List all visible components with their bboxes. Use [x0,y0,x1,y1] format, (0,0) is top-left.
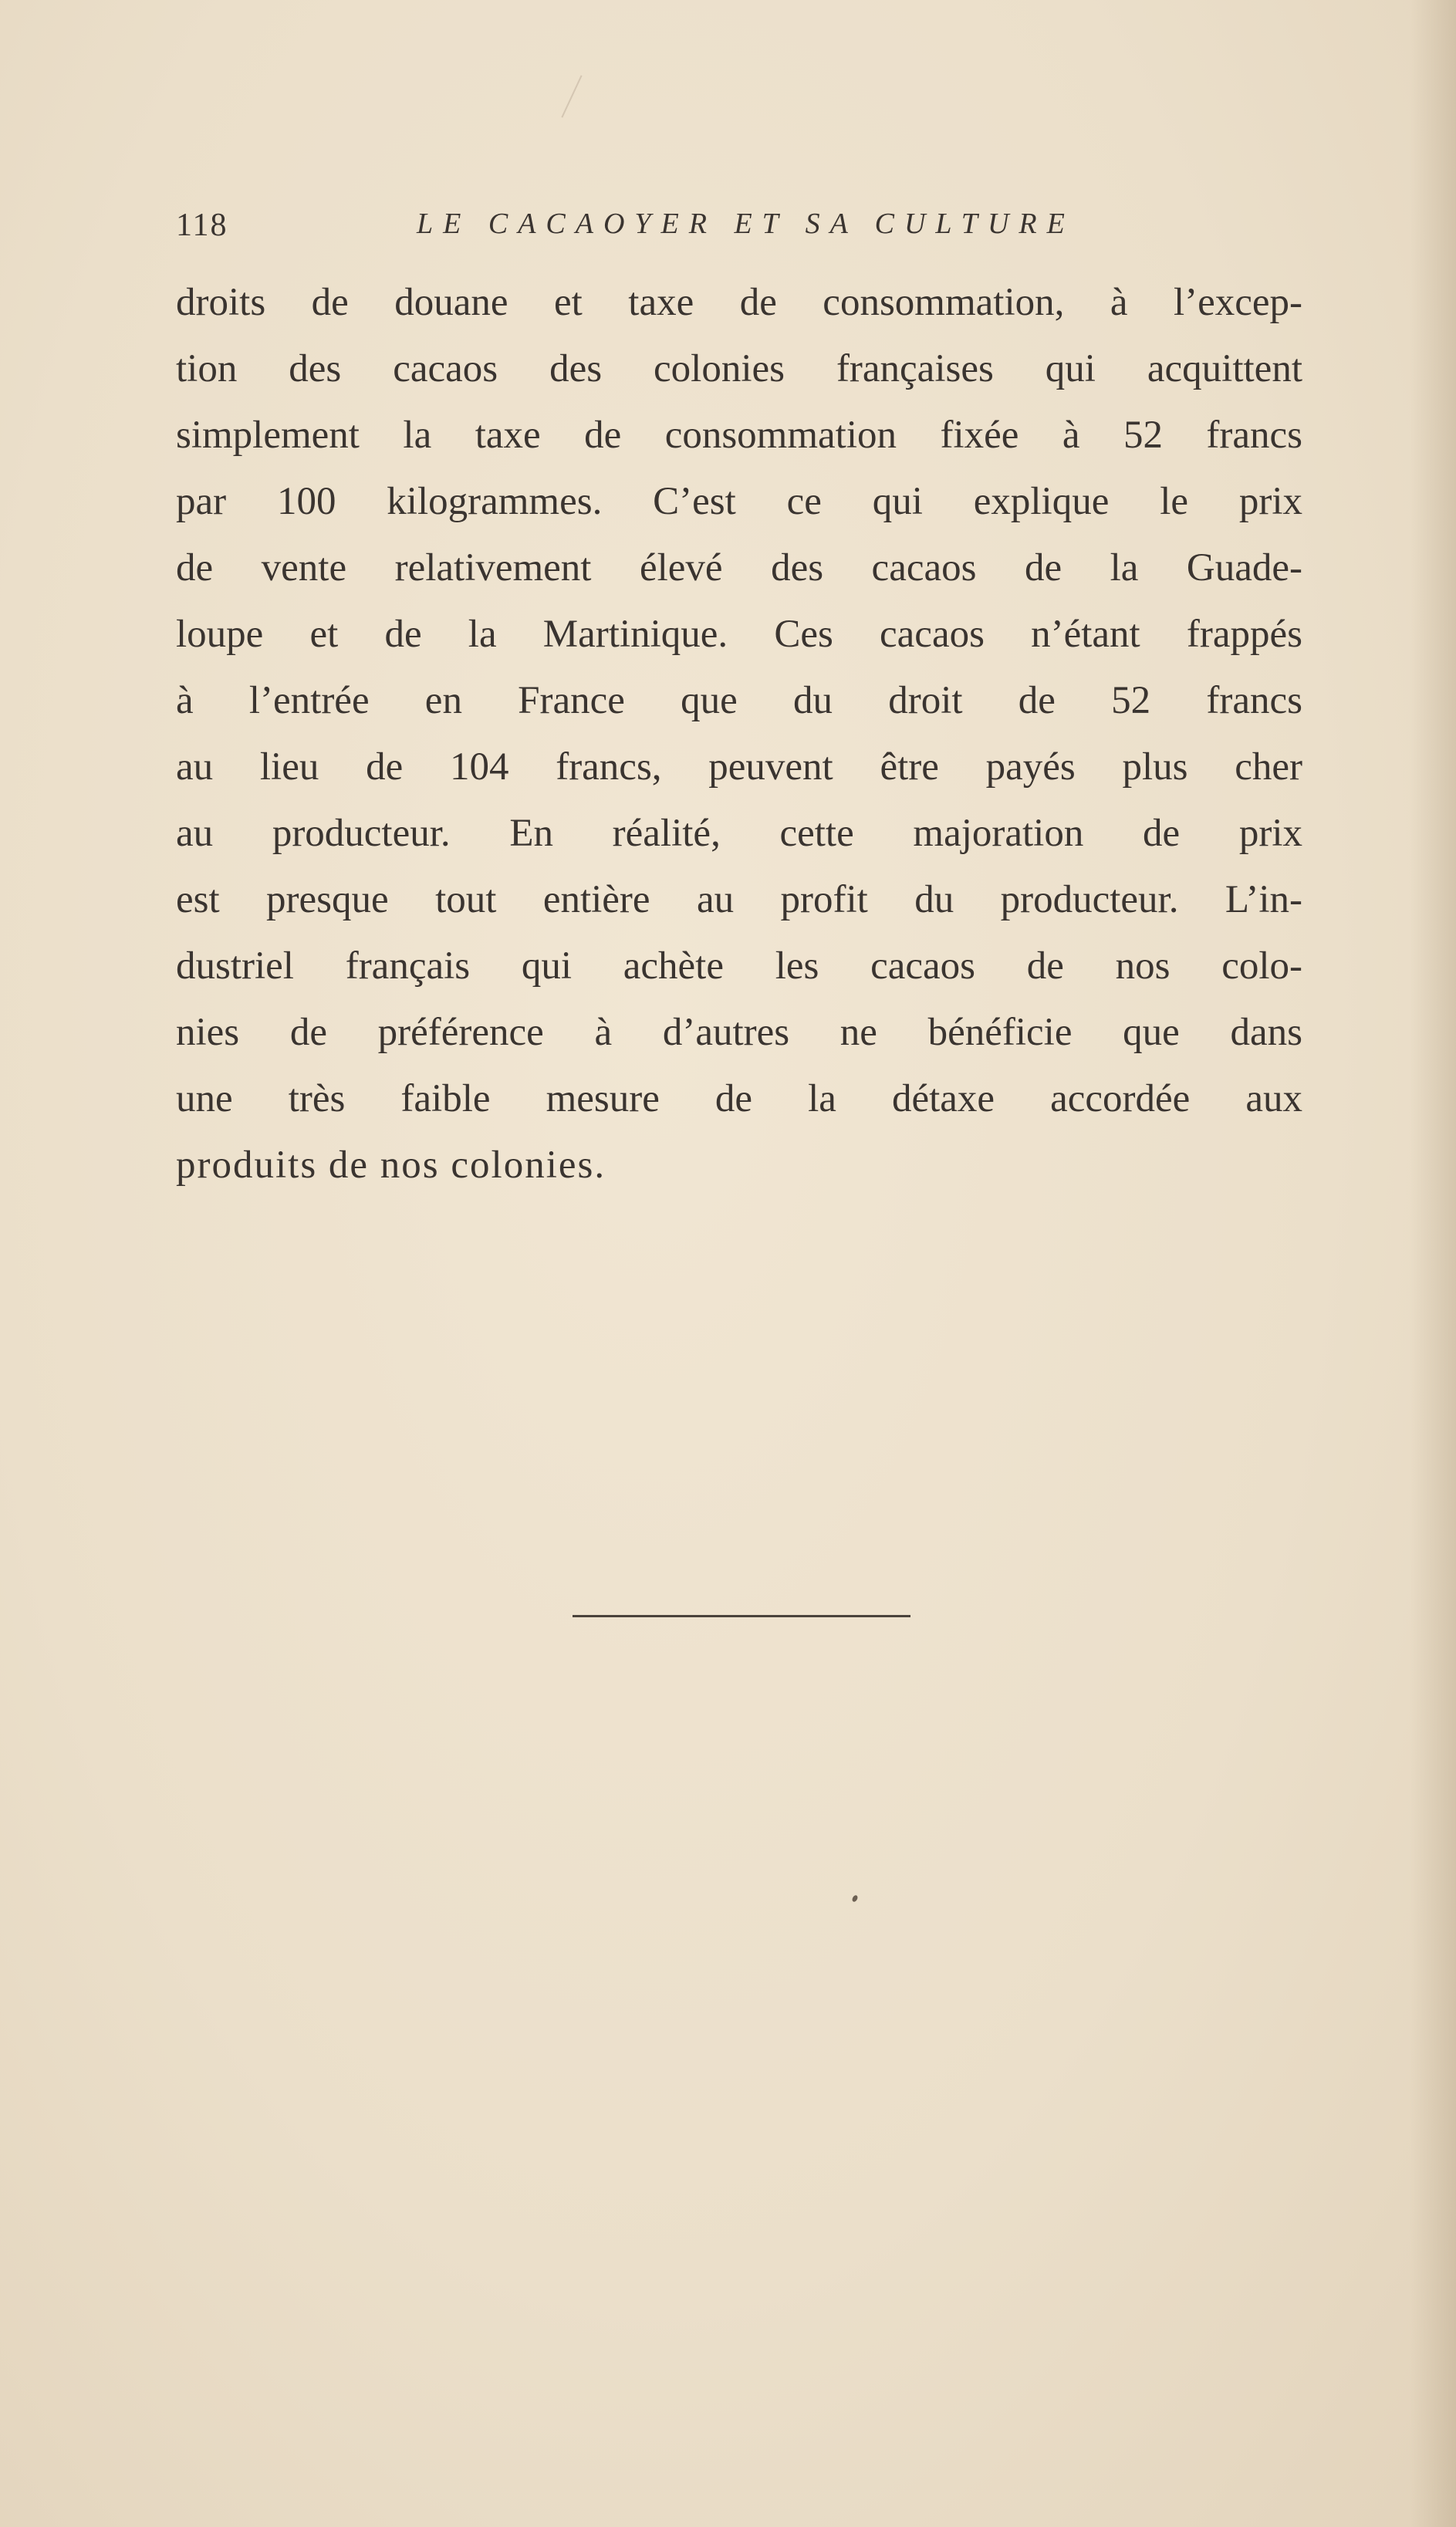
body-paragraph [176,269,1302,1198]
text-line: simplement la taxe de consommation fixée à 52 francs [176,414,1302,457]
paper-mark [561,75,582,117]
text-line: à l’entrée en France que du droit de 52 francs [176,679,1302,722]
text-line: droits de douane et taxe de consommation, à l’excep- [176,281,1302,324]
page-number: 118 [176,208,228,243]
text-line: loupe et de la Martinique. Ces cacaos n’étant frappés [176,613,1302,656]
text-line: par 100 kilogrammes. C’est ce qui explique le prix [176,480,1302,523]
running-title: LE CACAOYER ET SA CULTURE [417,208,1075,240]
text-line: une très faible mesure de la détaxe accordée aux [176,1077,1302,1120]
page-edge-shadow [1410,0,1456,2527]
text-line: tion des cacaos des colonies françaises qui acquittent [176,347,1302,390]
text-line: de vente relativement élevé des cacaos de la Guade- [176,546,1302,590]
text-line: au lieu de 104 francs, peuvent être payés plus cher [176,745,1302,789]
text-line: produits de nos colonies. [176,1144,606,1187]
ink-speck [851,1894,859,1903]
text-line: est presque tout entière au profit du producteur. L’in- [176,878,1302,921]
section-divider-rule [573,1615,910,1617]
running-head [176,207,1302,253]
text-line: nies de préférence à d’autres ne bénéficie que dans [176,1011,1302,1054]
text-line: dustriel français qui achète les cacaos de nos colo- [176,944,1302,988]
text-line: au producteur. En réalité, cette majoration de prix [176,812,1302,855]
